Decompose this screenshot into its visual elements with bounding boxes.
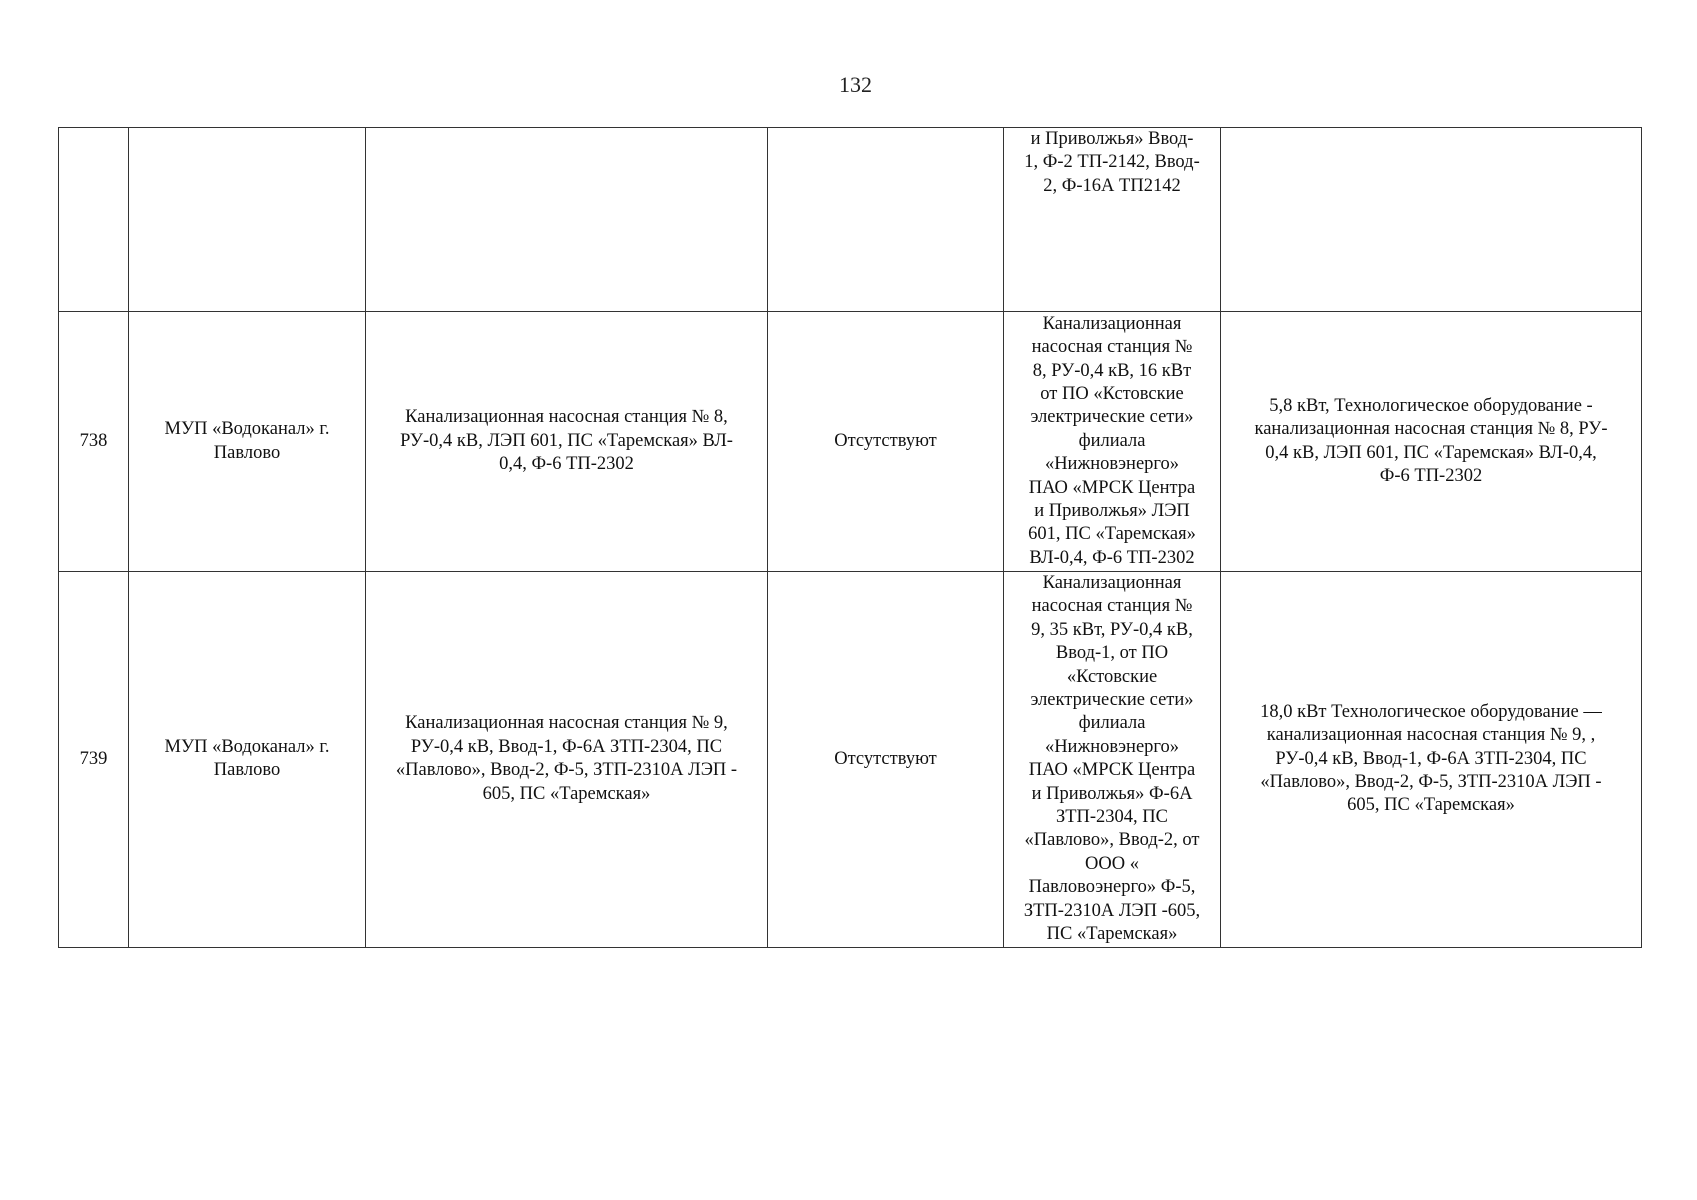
cell-applicant (129, 128, 366, 312)
cell-existing: Отсутствуют (768, 572, 1004, 948)
cell-num (59, 128, 129, 312)
cell-existing (768, 128, 1004, 312)
cell-object: Канализационная насосная станция № 9, РУ-0,4 кВ, Ввод-1, Ф-6А ЗТП-2304, ПС «Павлово», Ввод-2, Ф-5, ЗТП-2310А ЛЭП - 605, ПС «Таремская» (366, 572, 768, 948)
connections-table (58, 127, 1642, 948)
cell-num: 738 (59, 312, 129, 572)
cell-capacity: 18,0 кВт Технологическое оборудование — канализационная насосная станция № 9, , РУ-0,4 кВ, Ввод-1, Ф-6А ЗТП-2304, ПС «Павлово», Ввод-2, Ф-5, ЗТП-2310А ЛЭП - 605, ПС «Таремская» (1221, 572, 1642, 948)
cell-connection: Канализационная насосная станция № 8, РУ-0,4 кВ, 16 кВт от ПО «Кстовские электрические сети» филиала «Нижновэнерго» ПАО «МРСК Центра и Приволжья» ЛЭП 601, ПС «Таремская» ВЛ-0,4, Ф-6 ТП-2302 (1004, 312, 1221, 572)
cell-num: 739 (59, 572, 129, 948)
table-row (59, 312, 1642, 572)
cell-existing: Отсутствуют (768, 312, 1004, 572)
table-row-continuation (59, 128, 1642, 312)
cell-connection: Канализационная насосная станция № 9, 35 кВт, РУ-0,4 кВ, Ввод-1, от ПО «Кстовские электрические сети» филиала «Нижновэнерго» ПАО «МРСК Центра и Приволжья» Ф-6А ЗТП-2304, ПС «Павлово», Ввод-2, от ООО « Павловоэнерго» Ф-5, ЗТП-2310А ЛЭП -605, ПС «Таремская» (1004, 572, 1221, 948)
table-row (59, 572, 1642, 948)
cell-object: Канализационная насосная станция № 8, РУ-0,4 кВ, ЛЭП 601, ПС «Таремская» ВЛ- 0,4, Ф-6 ТП-2302 (366, 312, 768, 572)
cell-capacity (1221, 128, 1642, 312)
cell-applicant: МУП «Водоканал» г. Павлово (129, 572, 366, 948)
page-number: 132 (839, 72, 872, 97)
cell-connection: и Приволжья» Ввод- 1, Ф-2 ТП-2142, Ввод- 2, Ф-16А ТП2142 (1004, 128, 1221, 312)
cell-capacity: 5,8 кВт, Технологическое оборудование - канализационная насосная станция № 8, РУ- 0,4 кВ, ЛЭП 601, ПС «Таремская» ВЛ-0,4, Ф-6 ТП-2302 (1221, 312, 1642, 572)
cell-object (366, 128, 768, 312)
cell-applicant: МУП «Водоканал» г. Павлово (129, 312, 366, 572)
